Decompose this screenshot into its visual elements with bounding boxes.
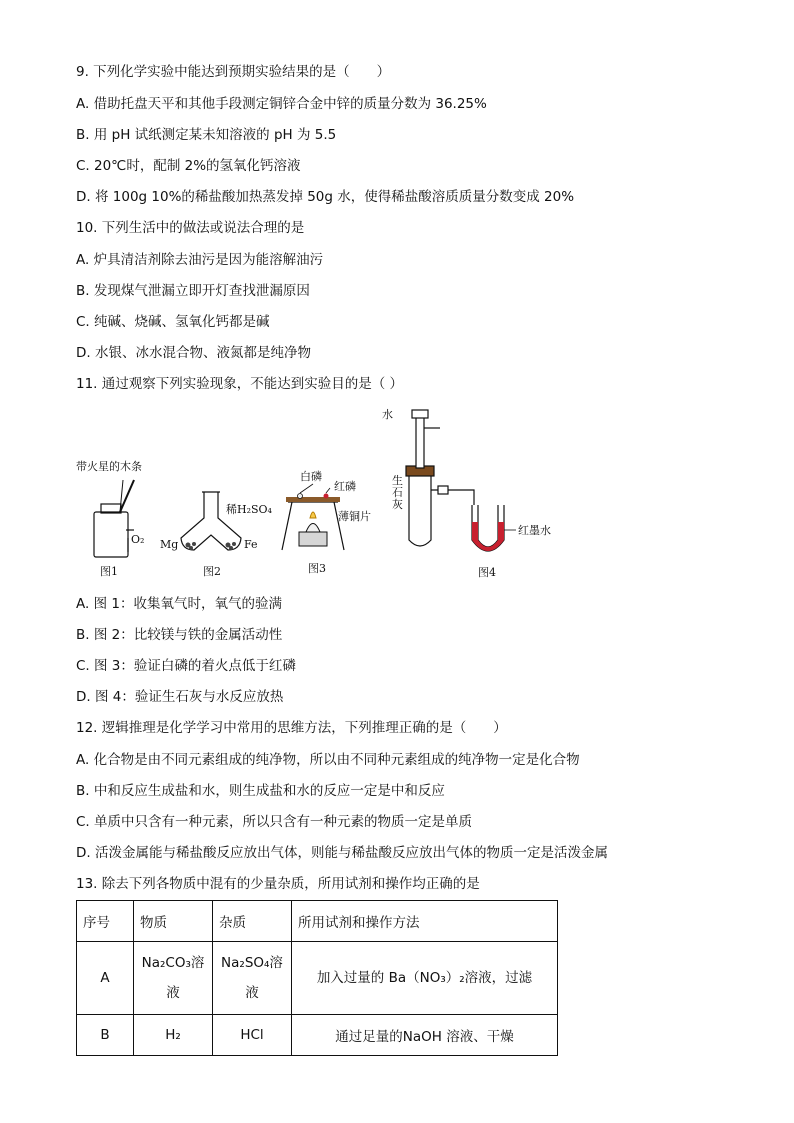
impurity-table: [76, 900, 558, 1056]
q11-option-c: C. 图 3：验证白磷的着火点低于红磷: [76, 658, 296, 674]
q10-option-c: C. 纯碱、烧碱、氢氧化钙都是碱: [76, 314, 270, 330]
q9-option-c: C. 20℃时，配制 2%的氢氧化钙溶液: [76, 158, 301, 174]
fig4-test-tube: [406, 410, 474, 546]
q11-option-b: B. 图 2：比较镁与铁的金属活动性: [76, 627, 283, 643]
q9-option-b: B. 用 pH 试纸测定某未知溶液的 pH 为 5.5: [76, 127, 337, 143]
q10-option-b: B. 发现煤气泄漏立即开灯查找泄漏原因: [76, 283, 310, 299]
fig1-label-top: 带火星的木条: [76, 460, 142, 473]
q11-option-d: D. 图 4：验证生石灰与水反应放热: [76, 689, 284, 705]
row-b-impurity: HCl: [213, 1015, 292, 1056]
fig4-label-water: 水: [382, 408, 393, 421]
q11-stem: 11. 通过观察下列实验现象，不能达到实验目的是（ ）: [76, 376, 404, 392]
row-a-id: A: [77, 942, 134, 1015]
fig1-label-gas: O₂: [131, 533, 145, 546]
fig2-label-left: Mg: [160, 538, 179, 551]
q10-stem: 10. 下列生活中的做法或说法合理的是: [76, 220, 305, 236]
q9-option-a: A. 借助托盘天平和其他手段测定铜锌合金中锌的质量分数为 36.25%: [76, 96, 487, 112]
row-a-impurity: Na₂SO₄溶液: [213, 942, 292, 1015]
fig3-white-phosphorus: [298, 494, 303, 499]
fig3-caption: 图3: [308, 562, 326, 575]
fig4-label-ink: 红墨水: [518, 524, 551, 537]
fig4-label-lime-3: 灰: [392, 498, 403, 511]
fig3-alcohol-lamp: [299, 512, 327, 546]
q10-option-a: A. 炉具清洁剂除去油污是因为能溶解油污: [76, 252, 324, 268]
table-header-impurity: 杂质: [213, 901, 292, 942]
table-header-substance: 物质: [134, 901, 213, 942]
table-header-row: [77, 901, 558, 942]
experiment-figure: [76, 400, 596, 585]
q11-option-a: A. 图 1：收集氧气时，氧气的验满: [76, 596, 282, 612]
fig4-label-lime-2: 石: [392, 486, 403, 499]
row-b-substance: H₂: [134, 1015, 213, 1056]
fig4-label-lime-1: 生: [392, 474, 403, 487]
fig3-label-red: 红磷: [334, 480, 356, 493]
q12-option-d: D. 活泼金属能与稀盐酸反应放出气体，则能与稀盐酸反应放出气体的物质一定是活泼金属: [76, 845, 608, 861]
q13-stem: 13. 除去下列各物质中混有的少量杂质，所用试剂和操作均正确的是: [76, 876, 480, 892]
q12-stem: 12. 逻辑推理是化学学习中常用的思维方法，下列推理正确的是（ ）: [76, 720, 507, 736]
fig3-red-phosphorus: [324, 494, 329, 499]
fig1-bottle: [94, 480, 134, 557]
q9-stem: 9. 下列化学实验中能达到预期实验结果的是（ ）: [76, 64, 391, 80]
fig2-caption: 图2: [203, 565, 221, 578]
row-b-id: B: [77, 1015, 134, 1056]
table-row: [77, 942, 558, 1015]
row-b-method: 通过足量的NaOH 溶液、干燥: [292, 1015, 558, 1056]
fig3-label-copper: 薄铜片: [338, 510, 371, 523]
q9-option-d: D. 将 100g 10%的稀盐酸加热蒸发掉 50g 水，使得稀盐酸溶质质量分数变成 20%: [76, 189, 575, 205]
row-a-method: 加入过量的 Ba（NO₃）₂溶液，过滤: [292, 942, 558, 1015]
q12-option-b: B. 中和反应生成盐和水，则生成盐和水的反应一定是中和反应: [76, 783, 445, 799]
fig2-label-right: Fe: [244, 538, 258, 551]
fig4-caption: 图4: [478, 566, 496, 579]
table-header-id: 序号: [77, 901, 134, 942]
fig2-y-tube: [181, 492, 241, 550]
table-header-method: 所用试剂和操作方法: [292, 901, 558, 942]
q12-option-c: C. 单质中只含有一种元素，所以只含有一种元素的物质一定是单质: [76, 814, 473, 830]
table-row: [77, 1015, 558, 1056]
fig1-caption: 图1: [100, 565, 118, 578]
fig3-copper-sheet: [286, 497, 340, 502]
fig3-label-white: 白磷: [300, 470, 322, 483]
row-a-substance: Na₂CO₃溶液: [134, 942, 213, 1015]
fig2-label-acid: 稀H₂SO₄: [226, 503, 272, 516]
q12-option-a: A. 化合物是由不同元素组成的纯净物，所以由不同种元素组成的纯净物一定是化合物: [76, 752, 580, 768]
q10-option-d: D. 水银、冰水混合物、液氮都是纯净物: [76, 345, 311, 361]
